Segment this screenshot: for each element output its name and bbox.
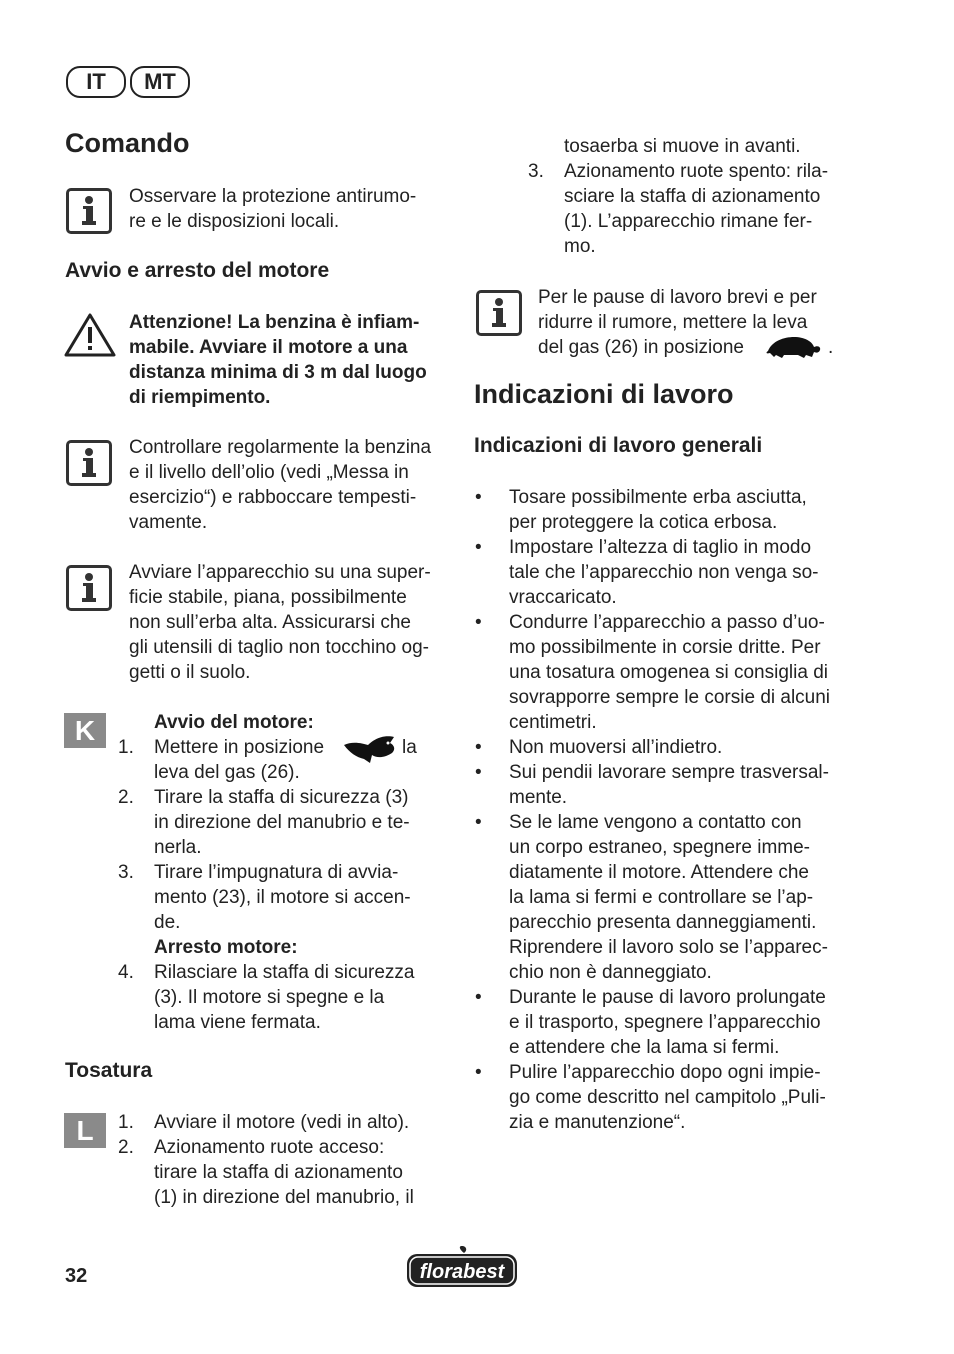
bullet-item-text: diatamente il motore. Attendere che [509,862,809,883]
bullet-item-text: una tosatura omogenea si consiglia di [509,662,828,683]
start-heading: Avvio del motore: [154,712,314,733]
bullet-item-text: vraccaricato. [509,587,617,608]
bullet-item-text: Pulire l’apparecchio dopo ogni impie- [509,1062,821,1083]
bullet-marker: • [475,812,482,833]
info-icon [66,440,112,486]
bullet-marker: • [475,612,482,633]
text-line: e il livello dell’olio (vedi „Messa in [129,462,409,483]
bullet-item-text: centimetri. [509,712,597,733]
warning-triangle-icon [63,312,117,363]
text-line: Avviare l’apparecchio su una super- [129,562,431,583]
bullet-list [0,485,954,1145]
step-number: 2. [118,1137,134,1158]
turtle-slow-icon [764,335,822,366]
lang-badge-mt: MT [130,66,190,98]
text-line: Osservare la protezione antirumo- [129,186,417,207]
bullet-item-text: zia e manutenzione“. [509,1112,686,1133]
bullet-marker: • [475,537,482,558]
note-short-breaks [538,285,938,365]
step-text: Azionamento ruote spento: rila- [564,161,829,182]
bullet-marker: • [475,762,482,783]
bullet-item-text: mo possibilmente in corsie dritte. Per [509,637,821,658]
text-line: di riempimento. [129,387,271,408]
info-icon [476,290,522,336]
step-text: tosaerba si muove in avanti. [564,136,801,157]
bullet-item-text: e attendere che la lama si fermi. [509,1037,780,1058]
text-line: mabile. Avviare il motore a una [129,337,408,358]
step-text: leva del gas (26). [154,762,300,783]
step-text: nerla. [154,837,202,858]
step-text: mento (23), il motore si accen- [154,887,411,908]
step-text: (1). L’apparecchio rimane fer- [564,211,813,232]
text-line: ficie stabile, piana, possibilmente [129,587,407,608]
step-text: in direzione del manubrio e te- [154,812,410,833]
section-title-indicazioni: Indicazioni di lavoro [474,379,734,409]
step-number: 3. [118,862,134,883]
bullet-item-text: la lama si fermi e controllare se l’ap- [509,887,814,908]
svg-text:florabest: florabest [419,1261,505,1283]
text-line: non sull’erba alta. Assicurarsi che [129,612,411,633]
text-line: distanza minima di 3 m dal luogo [129,362,427,383]
bullet-marker: • [475,737,482,758]
step-text: Tirare l’impugnatura di avvia- [154,862,399,883]
step-text: tirare la staffa di azionamento [154,1162,403,1183]
step-text: (3). Il motore si spegne e la [154,987,385,1008]
bullet-item-text: go come descritto nel campitolo „Puli- [509,1087,826,1108]
text-line: esercizio“) e rabboccare tempesti- [129,487,417,508]
bullet-item-text: Durante le pause di lavoro prolungate [509,987,826,1008]
text-line: Per le pause di lavoro brevi e per [538,287,817,308]
text-line: getti o il suolo. [129,662,251,683]
step-text: sciare la staffa di azionamento [564,186,821,207]
step-text: mo. [564,236,596,257]
step-number: 4. [118,962,134,983]
step-number: 1. [118,1112,134,1133]
bullet-item-text: e il trasporto, spegnere l’apparecchio [509,1012,821,1033]
figure-reference-k: K [64,713,106,748]
florabest-logo [404,1244,520,1295]
mowing-steps-continued [0,134,954,264]
text-line: . [828,337,834,358]
bullet-marker: • [475,487,482,508]
bullet-item-text: sovrapporre sempre le corsie di alcuni [509,687,831,708]
bullet-item-text: tale che l’apparecchio non venga so- [509,562,819,583]
step-number: 1. [118,737,134,758]
step-text: Azionamento ruote acceso: [154,1137,385,1158]
bullet-item-text: un corpo estraneo, spegnere imme- [509,837,810,858]
bullet-item-text: Riprendere il lavoro solo se l’apparec- [509,937,828,958]
text-line: vamente. [129,512,208,533]
bullet-item-text: chio non è danneggiato. [509,962,712,983]
text-line: Attenzione! La benzina è infiam- [129,312,420,333]
subsection-title-generali: Indicazioni di lavoro generali [474,434,763,457]
bullet-item-text: mente. [509,787,568,808]
bullet-item-text: Se le lame vengono a contatto con [509,812,802,833]
bullet-marker: • [475,1062,482,1083]
stop-heading: Arresto motore: [154,937,298,958]
step-text: Mettere in posizione [154,737,325,758]
step-text: lama viene fermata. [154,1012,321,1033]
step-number: 3. [528,161,544,182]
bullet-item-text: Condurre l’apparecchio a passo d’uo- [509,612,825,633]
text-line: ridurre il rumore, mettere la leva [538,312,808,333]
text-line: del gas (26) in posizione [538,337,744,358]
page-number: 32 [65,1265,88,1287]
bullet-item-text: Sui pendii lavorare sempre trasversal- [509,762,829,783]
step-text: de. [154,912,181,933]
step-text: Avviare il motore (vedi in alto). [154,1112,410,1133]
bullet-item-text: Impostare l’altezza di taglio in modo [509,537,812,558]
figure-reference-l: L [64,1113,106,1148]
subsection-title-start-stop: Avvio e arresto del motore [65,259,330,282]
step-text: Tirare la staffa di sicurezza (3) [154,787,409,808]
bullet-item-text: per proteggere la cotica erbosa. [509,512,778,533]
section-title-comando: Comando [65,128,190,158]
step-text: la [402,737,417,758]
text-line: Controllare regolarmente la benzina [129,437,432,458]
text-line: gli utensili di taglio non tocchino og- [129,637,429,658]
step-number: 2. [118,787,134,808]
step-text: (1) in direzione del manubrio, il [154,1187,414,1208]
subsection-title-tosatura: Tosatura [65,1059,153,1082]
text-line: re e le disposizioni locali. [129,211,340,232]
bullet-marker: • [475,987,482,1008]
bullet-item-text: parecchio presenta danneggiamenti. [509,912,817,933]
bullet-item-text: Non muoversi all’indietro. [509,737,723,758]
step-text: Rilasciare la staffa di sicurezza [154,962,415,983]
bullet-item-text: Tosare possibilmente erba asciutta, [509,487,807,508]
lang-badge-it: IT [66,66,126,98]
